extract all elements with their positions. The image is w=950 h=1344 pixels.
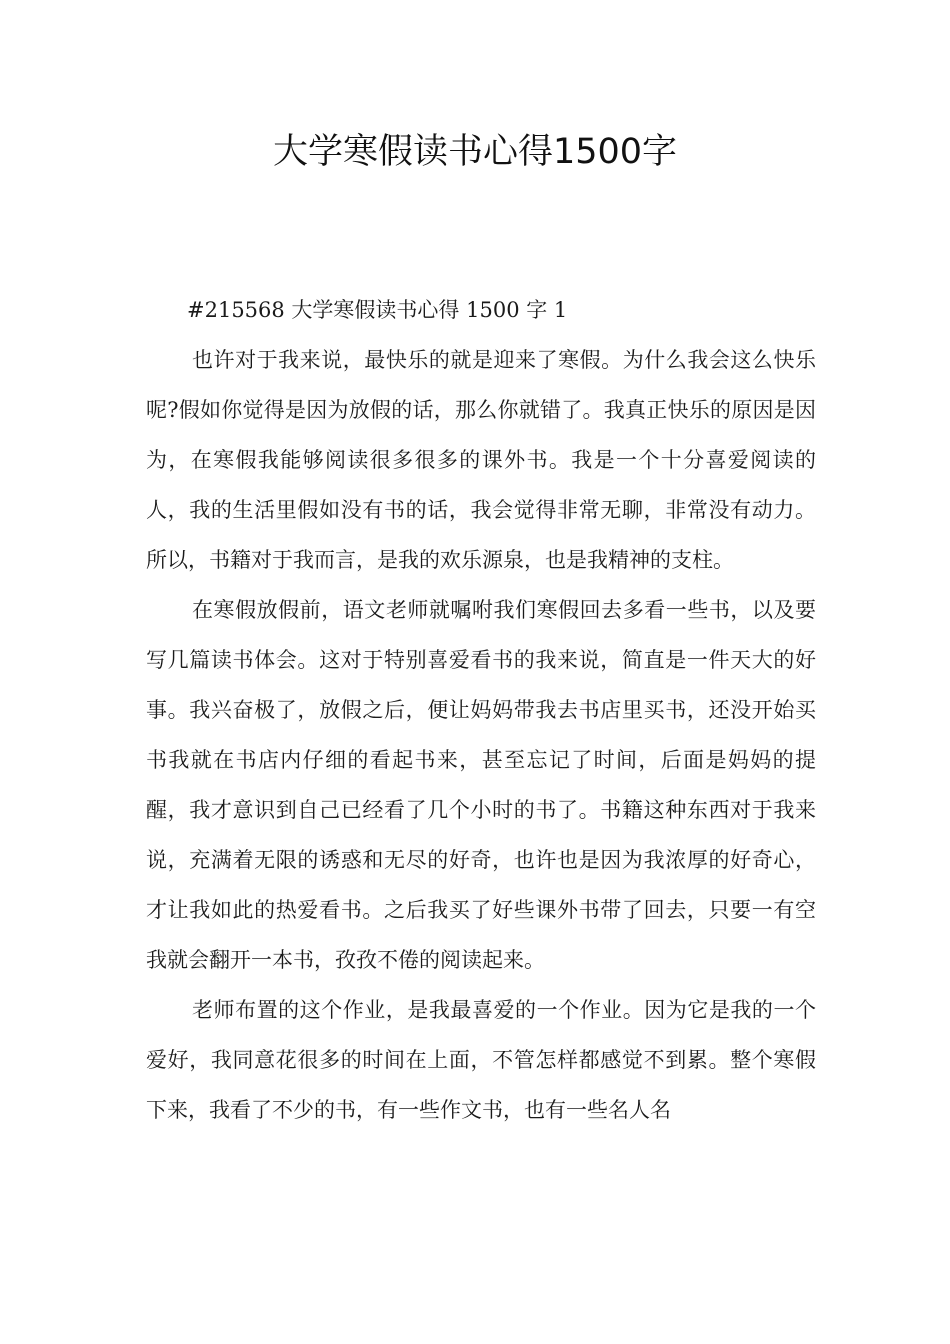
paragraph: 也许对于我来说，最快乐的就是迎来了寒假。为什么我会这么快乐呢?假如你觉得是因为放假的话，那么你就错了。我真正快乐的原因是因为，在寒假我能够阅读很多很多的课外书。我是一个十分喜爱阅读的人，我的生活里假如没有书的话，我会觉得非常无聊，非常没有动力。所以，书籍对于我而言，是我的欢乐源泉，也是我精神的支柱。: [146, 348, 816, 572]
document-body: [146, 285, 816, 1135]
paragraph: 老师布置的这个作业，是我最喜爱的一个作业。因为它是我的一个爱好，我同意花很多的时间在上面，不管怎样都感觉不到累。整个寒假下来，我看了不少的书，有一些作文书，也有一些名人名: [146, 998, 816, 1122]
paragraph: 在寒假放假前，语文老师就嘱咐我们寒假回去多看一些书，以及要写几篇读书体会。这对于特别喜爱看书的我来说，简直是一件天大的好事。我兴奋极了，放假之后，便让妈妈带我去书店里买书，还没开始买书我就在书店内仔细的看起书来，甚至忘记了时间，后面是妈妈的提醒，我才意识到自己已经看了几个小时的书了。书籍这种东西对于我来说，充满着无限的诱惑和无尽的好奇，也许也是因为我浓厚的好奇心，才让我如此的热爱看书。之后我买了好些课外书带了回去，只要一有空我就会翻开一本书，孜孜不倦的阅读起来。: [146, 598, 816, 972]
document-subheading: #215568 大学寒假读书心得 1500 字 1: [187, 298, 568, 322]
document-title: 大学寒假读书心得1500字: [272, 132, 678, 172]
